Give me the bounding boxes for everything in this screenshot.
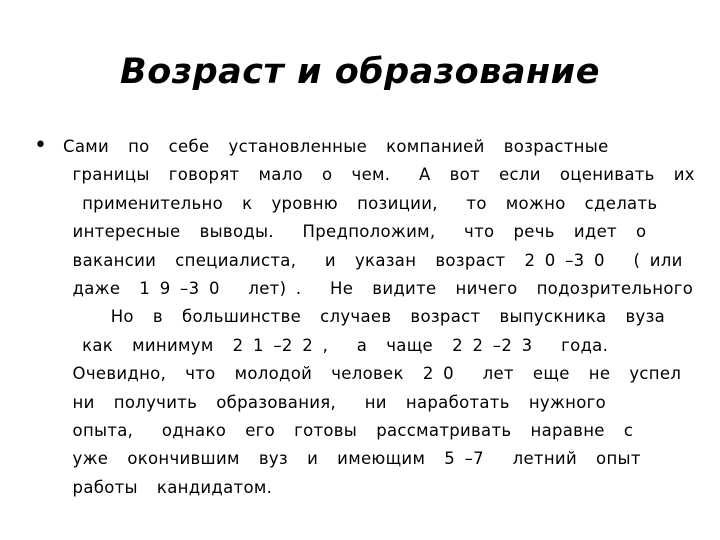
slide-title: Возраст и образование: [120, 52, 600, 92]
body-line: Очевидно, что молодой человек 2 0 лет еще не успел: [63, 364, 682, 384]
body-line: даже 1 9 –3 0 лет) . Не видите ничего подозрительного: [63, 278, 694, 298]
body-line: границы говорят мало о чем. А вот если оценивать их: [63, 165, 695, 185]
body-line: опыта, однако его готовы рассматривать наравне с: [63, 420, 634, 440]
body-line: вакансии специалиста, и указан возраст 2 0 –3 0 ( или: [63, 250, 683, 270]
body-line: интересные выводы. Предположим, что речь идет о: [63, 222, 647, 242]
body-line: как минимум 2 1 –2 2 , а чаще 2 2 –2 3 года.: [63, 335, 609, 355]
bullet-icon: •: [34, 133, 47, 158]
body-line: ни получить образования, ни наработать нужного: [63, 392, 606, 412]
body-line: Но в большинстве случаев возраст выпускника вуза: [63, 307, 666, 327]
body-line: уже окончившим вуз и имеющим 5 –7 летний опыт: [63, 449, 641, 469]
body-line: применительно к уровню позиции, то можно сделать: [63, 193, 658, 213]
body-line: Сами по себе установленные компанией возрастные: [63, 137, 609, 156]
slide-body: [63, 133, 693, 502]
body-line: работы кандидатом.: [63, 477, 273, 497]
